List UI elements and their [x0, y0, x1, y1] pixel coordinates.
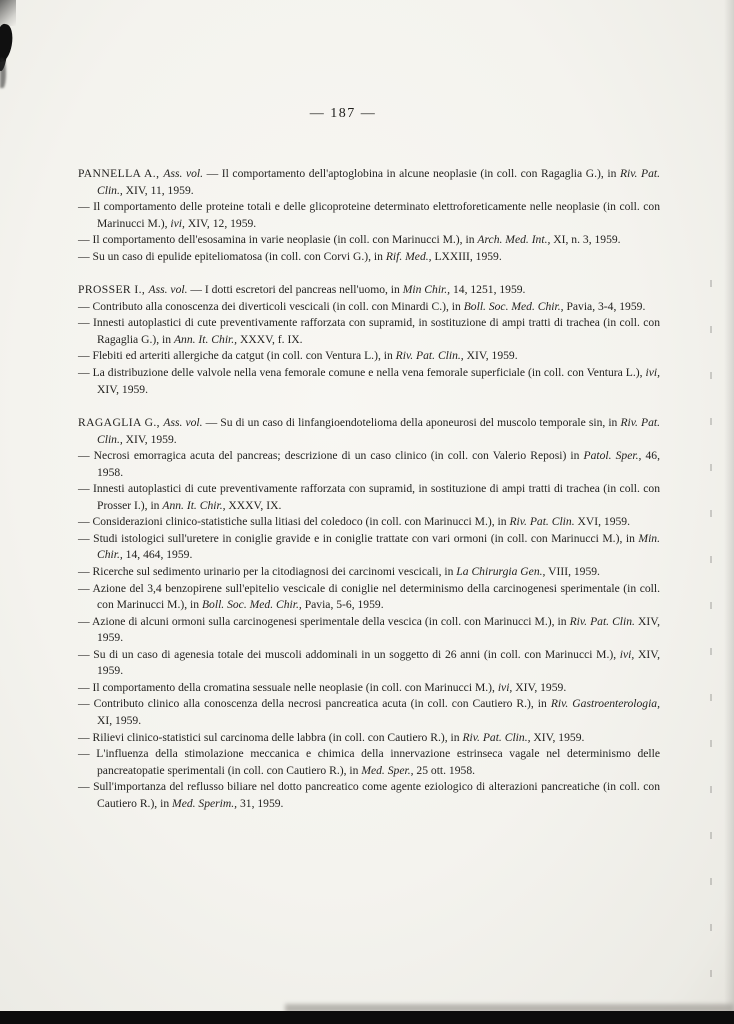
entry-text: XIV, 1959. [97, 382, 148, 396]
bibliography-entry [78, 415, 660, 448]
entry-text: — Sull'importanza del reflusso biliare nel dotto pancreatico come agente eziologico di alterazioni pancreatiche (in coll. con Cautiero R.), in [78, 780, 660, 810]
journal-title-italic: Ann. It. Chir., [162, 498, 226, 512]
journal-title-italic: Ass. vol. [148, 283, 188, 297]
entry-text: — L'influenza della stimolazione meccanica e chimica della innervazione estrinseca vagale nel determinismo delle pancreatopatie sperimentali (in coll. con Cautiero R.), in [78, 747, 660, 777]
journal-title-italic: Boll. Soc. Med. Chir., [201, 598, 302, 612]
entry-text: — Ricerche sul sedimento urinario per la citodiagnosi dei carcinomi vescicali, in [78, 565, 457, 579]
entry-text: XIV, 1959. [122, 432, 177, 446]
entry-text: 31, 1959. [237, 796, 284, 810]
bibliography-entry [78, 746, 660, 779]
entry-text: XI, n. 3, 1959. [550, 233, 621, 247]
author-name: PROSSER I., [78, 283, 149, 297]
bibliography-entry [78, 166, 660, 199]
journal-title-italic: Min Chir., [402, 283, 451, 297]
journal-title-italic: Ann. It. Chir., [173, 332, 238, 346]
bibliography-section [78, 166, 660, 265]
bibliography-entry [78, 448, 660, 481]
bibliography-section [78, 415, 660, 812]
journal-title-italic: Patol. Sper., [583, 449, 642, 463]
entry-text: — I dotti escretori del pancreas nell'uomo, in [187, 283, 403, 297]
journal-title-italic: Riv. Pat. Clin., [97, 167, 661, 197]
entry-text: — Azione del 3,4 benzopirene sull'epitelio vescicale di coniglie nel determinismo della carcinogenesi sperimentale (in coll. con Marinucci M.), in [78, 581, 660, 612]
journal-title-italic: Riv. Gastroenterologia, [550, 697, 660, 711]
entry-text: XIV, 1959. [512, 680, 567, 694]
entry-text: 14, 464, 1959. [122, 548, 193, 562]
author-name: RAGAGLIA G., [78, 416, 164, 430]
journal-title-italic: ivi, [497, 680, 513, 694]
journal-title-italic: Rif. Med., [385, 249, 432, 263]
page-number: — 187 — [309, 106, 377, 121]
journal-title-italic: Ass. vol. [163, 167, 204, 180]
bibliography-entry [78, 365, 660, 398]
journal-title-italic: Min. Chir., [97, 531, 660, 562]
entry-text: — Innesti autoplastici di cute preventivamente rafforzata con supramid, in sostituzione di ampi tratti di trachea (in coll. con Ragaglia G.), in [78, 316, 660, 346]
entry-text: — Il comportamento della cromatina sessuale nelle neoplasie (in coll. con Marinucci M.), [78, 680, 498, 694]
journal-title-italic: ivi, [645, 366, 660, 380]
bibliography-entry [78, 199, 660, 232]
scan-artifact-left-smudge [0, 58, 6, 88]
journal-title-italic: ivi, [619, 647, 635, 661]
entry-text: — Necrosi emorragica acuta del pancreas; descrizione di un caso clinico (in coll. con Valerio Reposi) in [78, 449, 584, 463]
entry-text: XIV, 1959. [97, 614, 660, 645]
author-name: PANNELLA A., [78, 167, 164, 180]
entry-text: — Il comportamento dell'aptoglobina in alcune neoplasie (in coll. con Ragaglia G.), in [203, 167, 620, 180]
journal-title-italic: Riv. Pat. Clin. [569, 614, 635, 628]
bibliography-entry [78, 282, 660, 299]
entry-text: XVI, 1959. [574, 515, 630, 529]
bibliography-content [78, 166, 660, 829]
bibliography-entry [78, 564, 660, 581]
bibliography-section [78, 282, 660, 398]
entry-text: XI, 1959. [97, 713, 142, 727]
entry-text: — Innesti autoplastici di cute preventivamente rafforzata con supramid, in sostituzione di ampi tratti di trachea (in coll. con Prosser I.), in [78, 482, 660, 512]
entry-text: XIV, 1959. [463, 349, 518, 363]
bibliography-entry [78, 531, 660, 564]
bibliography-entry [78, 315, 660, 348]
journal-title-italic: Med. Sperim., [172, 796, 238, 810]
bibliography-entry [78, 779, 660, 812]
entry-text: — Considerazioni clinico-statistiche sulla litiasi del coledoco (in coll. con Marinucci M.), in [78, 515, 510, 529]
journal-title-italic: Riv. Pat. Clin., [395, 349, 464, 363]
bibliography-entry [78, 249, 660, 266]
journal-title-italic: Boll. Soc. Med. Chir., [463, 299, 564, 313]
journal-title-italic: Ass. vol. [163, 416, 203, 430]
bibliography-entry [78, 514, 660, 531]
journal-title-italic: Med. Sper., [361, 763, 414, 777]
journal-title-italic: La Chirurgia Gen., [456, 565, 546, 579]
entry-text: Pavia, 3-4, 1959. [563, 299, 646, 313]
journal-title-italic: Riv. Pat. Clin. [509, 515, 575, 529]
entry-text: 25 ott. 1958. [413, 763, 476, 777]
bibliography-entry [78, 680, 660, 697]
entry-text: — Su di un caso di agenesia totale dei muscoli addominali in un soggetto di 26 anni (in coll. con Marinucci M.), [78, 647, 620, 661]
entry-text: 46, 1958. [97, 449, 660, 479]
bibliography-entry [78, 232, 660, 249]
bibliography-entry [78, 614, 660, 647]
bibliography-entry [78, 581, 660, 614]
entry-text: — Contributo clinico alla conoscenza della necrosi pancreatica acuta (in coll. con Cautiero R.), in [78, 697, 551, 711]
scan-artifact-edge-marks [710, 280, 712, 994]
entry-text: Pavia, 5-6, 1959. [301, 598, 384, 612]
journal-title-italic: Riv. Pat. Clin., [97, 416, 660, 446]
scan-artifact-bottom-bar [0, 1011, 734, 1024]
entry-text: — Su un caso di epulide epiteliomatosa (in coll. con Corvi G.), in [78, 249, 386, 263]
bibliography-entry [78, 299, 660, 316]
entry-text: — Il comportamento dell'esosamina in varie neoplasie (in coll. con Marinucci M.), in [78, 233, 478, 247]
journal-title-italic: ivi, [170, 216, 185, 230]
entry-text: XXXV, IX. [225, 498, 282, 512]
scan-artifact-corner-shadow [0, 0, 16, 26]
entry-text: LXXIII, 1959. [431, 249, 502, 263]
entry-text: XXXV, f. IX. [237, 332, 303, 346]
entry-text: VIII, 1959. [545, 565, 600, 579]
bibliography-entry [78, 730, 660, 747]
entry-text: XIV, 1959. [530, 730, 585, 744]
entry-text: — Rilievi clinico-statistici sul carcinoma delle labbra (in coll. con Cautiero R.), in [78, 730, 463, 744]
bibliography-entry [78, 696, 660, 729]
scan-artifact-right-shadow [724, 0, 734, 1024]
entry-text: — Il comportamento delle proteine totali e delle glicoproteine determinato elettroforeticamente nelle neoplasie (in coll. con Marinucci M.), [78, 200, 660, 230]
entry-text: — Flebiti ed arteriti allergiche da catgut (in coll. con Ventura L.), in [78, 349, 396, 363]
entry-text: — La distribuzione delle valvole nella vena femorale comune e nella vena femorale superficiale (in coll. con Ventura L.), [78, 366, 646, 380]
journal-title-italic: Arch. Med. Int., [477, 233, 551, 247]
entry-text: — Azione di alcuni ormoni sulla carcinogenesi sperimentale della vescica (in coll. con Marinucci M.), in [78, 614, 570, 628]
entry-text: XIV, 1959. [97, 647, 660, 678]
entry-text: XIV, 12, 1959. [184, 216, 257, 230]
entry-text: — Su di un caso di linfangioendotelioma della aponeurosi del muscolo temporale sin, in [202, 416, 621, 430]
journal-title-italic: Riv. Pat. Clin., [462, 730, 531, 744]
bibliography-entry [78, 348, 660, 365]
entry-text: — Contributo alla conoscenza dei diverticoli vescicali (in coll. con Minardi C.), in [78, 299, 464, 313]
bibliography-entry [78, 481, 660, 514]
entry-text: XIV, 11, 1959. [122, 183, 194, 197]
entry-text: — Studi istologici sull'uretere in coniglie gravide e in coniglie trattate con vari ormoni (in coll. con Marinucci M.), in [78, 531, 639, 545]
bibliography-entry [78, 647, 660, 680]
entry-text: 14, 1251, 1959. [450, 283, 526, 297]
